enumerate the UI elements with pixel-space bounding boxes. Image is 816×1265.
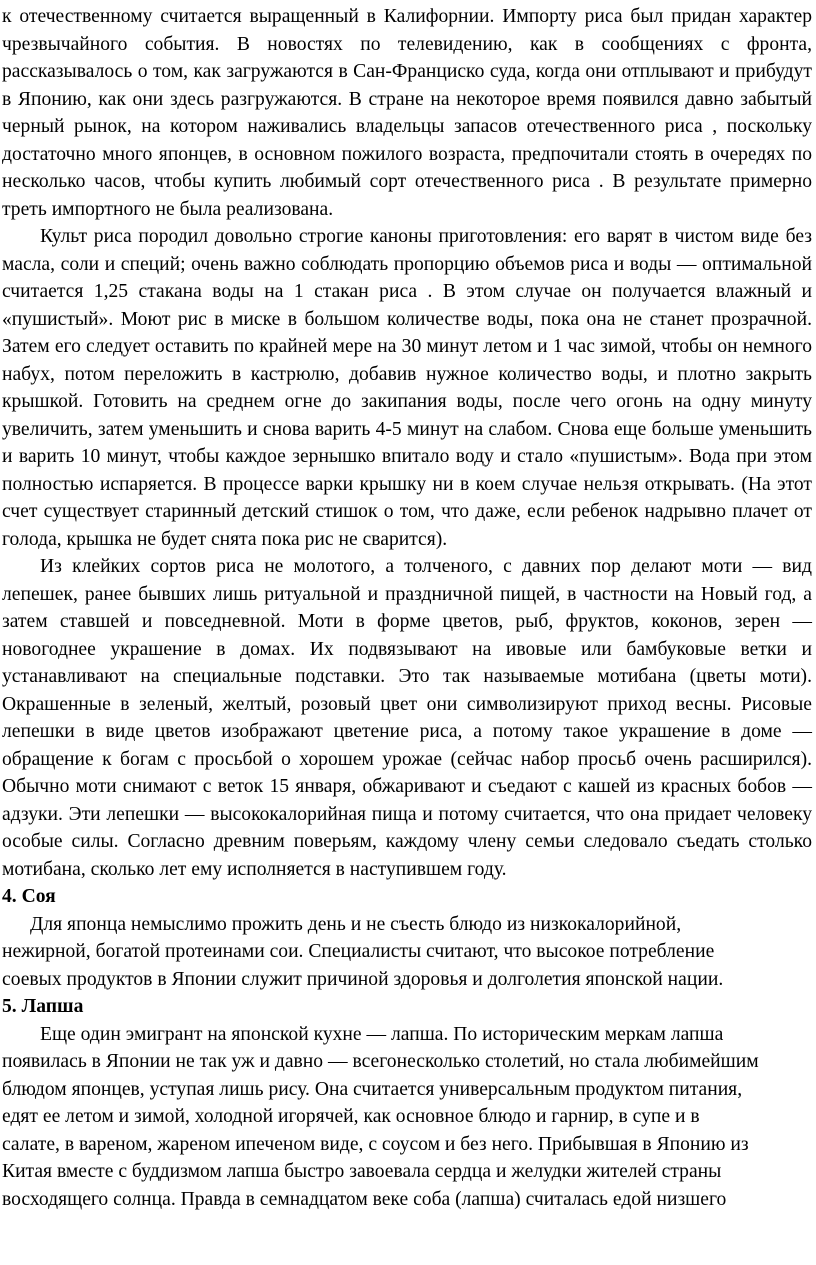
section-heading-noodles: 5. Лапша bbox=[2, 996, 84, 1017]
noodles-line: салате, в вареном, жареном ипеченом виде, с соусом и без него. Прибывшая в Японию из bbox=[2, 1133, 749, 1155]
soy-line: соевых продуктов в Японии служит причиной здоровья и долголетия японской нации. bbox=[2, 968, 724, 990]
section-soy-text bbox=[2, 911, 812, 994]
noodles-line: блюдом японцев, уступая лишь рису. Она считается универсальным продуктом питания, bbox=[2, 1078, 743, 1100]
paragraph-mochi: Из клейких сортов риса не молотого, а толченого, с давних пор делают моти — вид лепешек, ранее бывших лишь ритуальной и праздничной пищей, в частности на Новый год, а затем ставшей и повседневной. Моти в форме цветов, рыб, фруктов, коконов, зерен — новогоднее украшение в домах. Их подвязывают на ивовые или бамбуковые ветки и устанавливают на специальные подставки. Это так называемые мотибана (цветы моти). Окрашенные в зеленый, желтый, розовый цвет они символизируют приход весны. Рисовые лепешки в виде цветов изображают цветение риса, а потому такое украшение в доме — обращение к богам с просьбой о хорошем урожае (сейчас набор просьб очень расширился). Обычно моти снимают с веток 15 января, обжаривают и съедают с кашей из красных бобов — адзуки. Эти лепешки — высококалорийная пища и потому считается, что она придает человеку особые силы. Согласно древним поверьям, каждому члену семьи следовало съедать столько мотибана, сколько лет ему исполняется в наступившем году. bbox=[2, 556, 812, 880]
paragraph-rice-cooking: Культ риса породил довольно строгие каноны приготовления: его варят в чистом виде без масла, соли и специй; очень важно соблюдать пропорцию объемов риса и воды — оптимальной считается 1,25 стакана воды на 1 стакан риса . В этом случае он получается влажный и «пушистый». Моют рис в миске в большом количестве воды, пока она не станет прозрачной. Затем его следует оставить по крайней мере на 30 минут летом и 1 час зимой, чтобы он немного набух, потом переложить в кастрюлю, добавив нужное количество воды, и плотно закрыть крышкой. Готовить на среднем огне до закипания воды, после чего огонь на одну минуту увеличить, затем уменьшить и снова варить 4-5 минут на слабом. Снова еще больше уменьшить и варить 10 минут, чтобы каждое зернышко впитало воду и стало «пушистым». Вода при этом полностью испаряется. В процессе варки крышку ни в коем случае нельзя открывать. (На этот счет существует старинный детский стишок о том, что даже, если ребенок надрывно плачет от голода, крышка не будет снята пока рис не сварится). bbox=[2, 226, 812, 550]
section-heading-soy: 4. Соя bbox=[2, 886, 56, 907]
noodles-line: Китая вместе с буддизмом лапша быстро завоевала сердца и желудки жителей страны bbox=[2, 1161, 722, 1182]
section-noodles-text bbox=[2, 1021, 812, 1214]
soy-line: Для японца немыслимо прожить день и не съесть блюдо из низкокалорийной, bbox=[30, 913, 682, 935]
soy-line: нежирной, богатой протеинами сои. Специалисты считают, что высокое потребление bbox=[2, 941, 715, 962]
noodles-line: восходящего солнца. Правда в семнадцатом веке соба (лапша) считалась едой низшего bbox=[2, 1188, 727, 1210]
noodles-line: едят ее летом и зимой, холодной игорячей, как основное блюдо и гарнир, в супе и в bbox=[2, 1106, 700, 1127]
paragraph-rice-import: к отечественному считается выращенный в Калифорнии. Импорту риса был придан характер чрезвычайного события. В новостях по телевидению, как в сообщениях с фронта, рассказывалось о том, как загружаются в Сан-Франциско суда, когда они отплывают и прибудут в Японию, как они здесь разгружаются. В стране на некоторое время появился давно забытый черный рынок, на котором наживались владельцы запасов отечественного риса , поскольку достаточно много японцев, в основном пожилого возраста, предпочитали стоять в очередях по несколько часов, чтобы купить любимый сорт отечественного риса . В результате примерно треть импортного не была реализована. bbox=[2, 6, 812, 220]
noodles-line: Еще один эмигрант на японской кухне — лапша. По историческим меркам лапша bbox=[40, 1023, 724, 1045]
noodles-line: появилась в Японии не так уж и давно — всегонесколько столетий, но стала любимейшим bbox=[2, 1051, 759, 1072]
